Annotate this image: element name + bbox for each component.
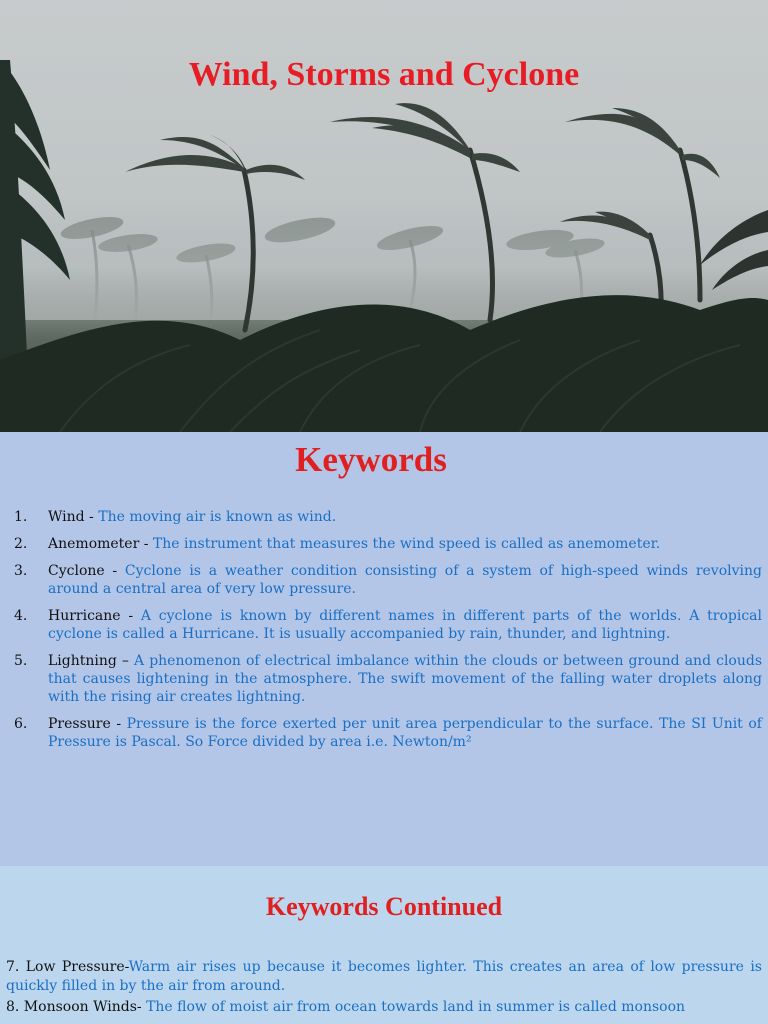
list-item [14,562,762,598]
item-definition: The flow of moist air from ocean towards land in summer is called monsoon [141,999,686,1015]
item-definition: A cyclone is known by different names in different parts of the worlds. A tropical cyclone is called a Hurricane. It is usually accompanied by rain, thunder, and lightning. [48,608,762,642]
list-item [14,508,762,526]
keywords-continued-heading: Keywords Continued [265,892,503,921]
item-separator: - [139,536,153,552]
list-item [6,998,762,1017]
item-term: Hurricane [48,608,121,624]
item-term: 8. Monsoon Winds- [6,999,142,1015]
item-number: 3. [14,563,28,579]
list-item [14,535,762,553]
list-item [14,652,762,706]
item-separator: - [104,563,125,579]
item-separator: - [110,716,127,732]
item-definition: Cyclone is a weather condition consisting of a system of high-speed winds revolving around a central area of very low pressure. [48,563,762,597]
list-item [14,715,762,751]
item-separator: - [120,608,141,624]
item-number: 4. [14,608,28,624]
keywords-continued-panel [0,866,768,1024]
item-number: 1. [14,509,28,525]
item-term: Wind [48,509,85,525]
item-definition: Warm air rises up because it becomes lighter. This creates an area of low pressure is quickly filled in by the air from around. [6,959,762,994]
hero-image [0,0,768,432]
item-term: Pressure [48,716,111,732]
item-term: Cyclone [48,563,105,579]
item-definition: Pressure is the force exerted per unit area perpendicular to the surface. The SI Unit of Pressure is Pascal. So Force divided by area i.e. Newton/m² [48,716,762,750]
item-definition: A phenomenon of electrical imbalance within the clouds or between ground and clouds that causes lightening in the atmosphere. The swift movement of the falling water droplets along with the rising air creates lightning. [48,653,763,705]
item-number: 5. [14,653,28,669]
item-definition: The instrument that measures the wind speed is called as anemometer. [152,536,661,552]
item-definition: The moving air is known as wind. [98,509,337,525]
keywords-panel [0,432,768,866]
keywords-continued-list [6,958,762,1019]
keywords-heading: Keywords [295,440,447,479]
page-title: Wind, Storms and Cyclone [188,56,580,93]
keywords-list [14,508,762,760]
item-number: 6. [14,716,28,732]
item-number: 2. [14,536,28,552]
item-separator: - [84,509,99,525]
item-term: 7. Low Pressure- [6,959,129,975]
item-term: Lightning [48,653,117,669]
list-item [6,958,762,996]
item-term: Anemometer [48,536,140,552]
list-item [14,607,762,643]
item-separator: – [116,653,135,669]
